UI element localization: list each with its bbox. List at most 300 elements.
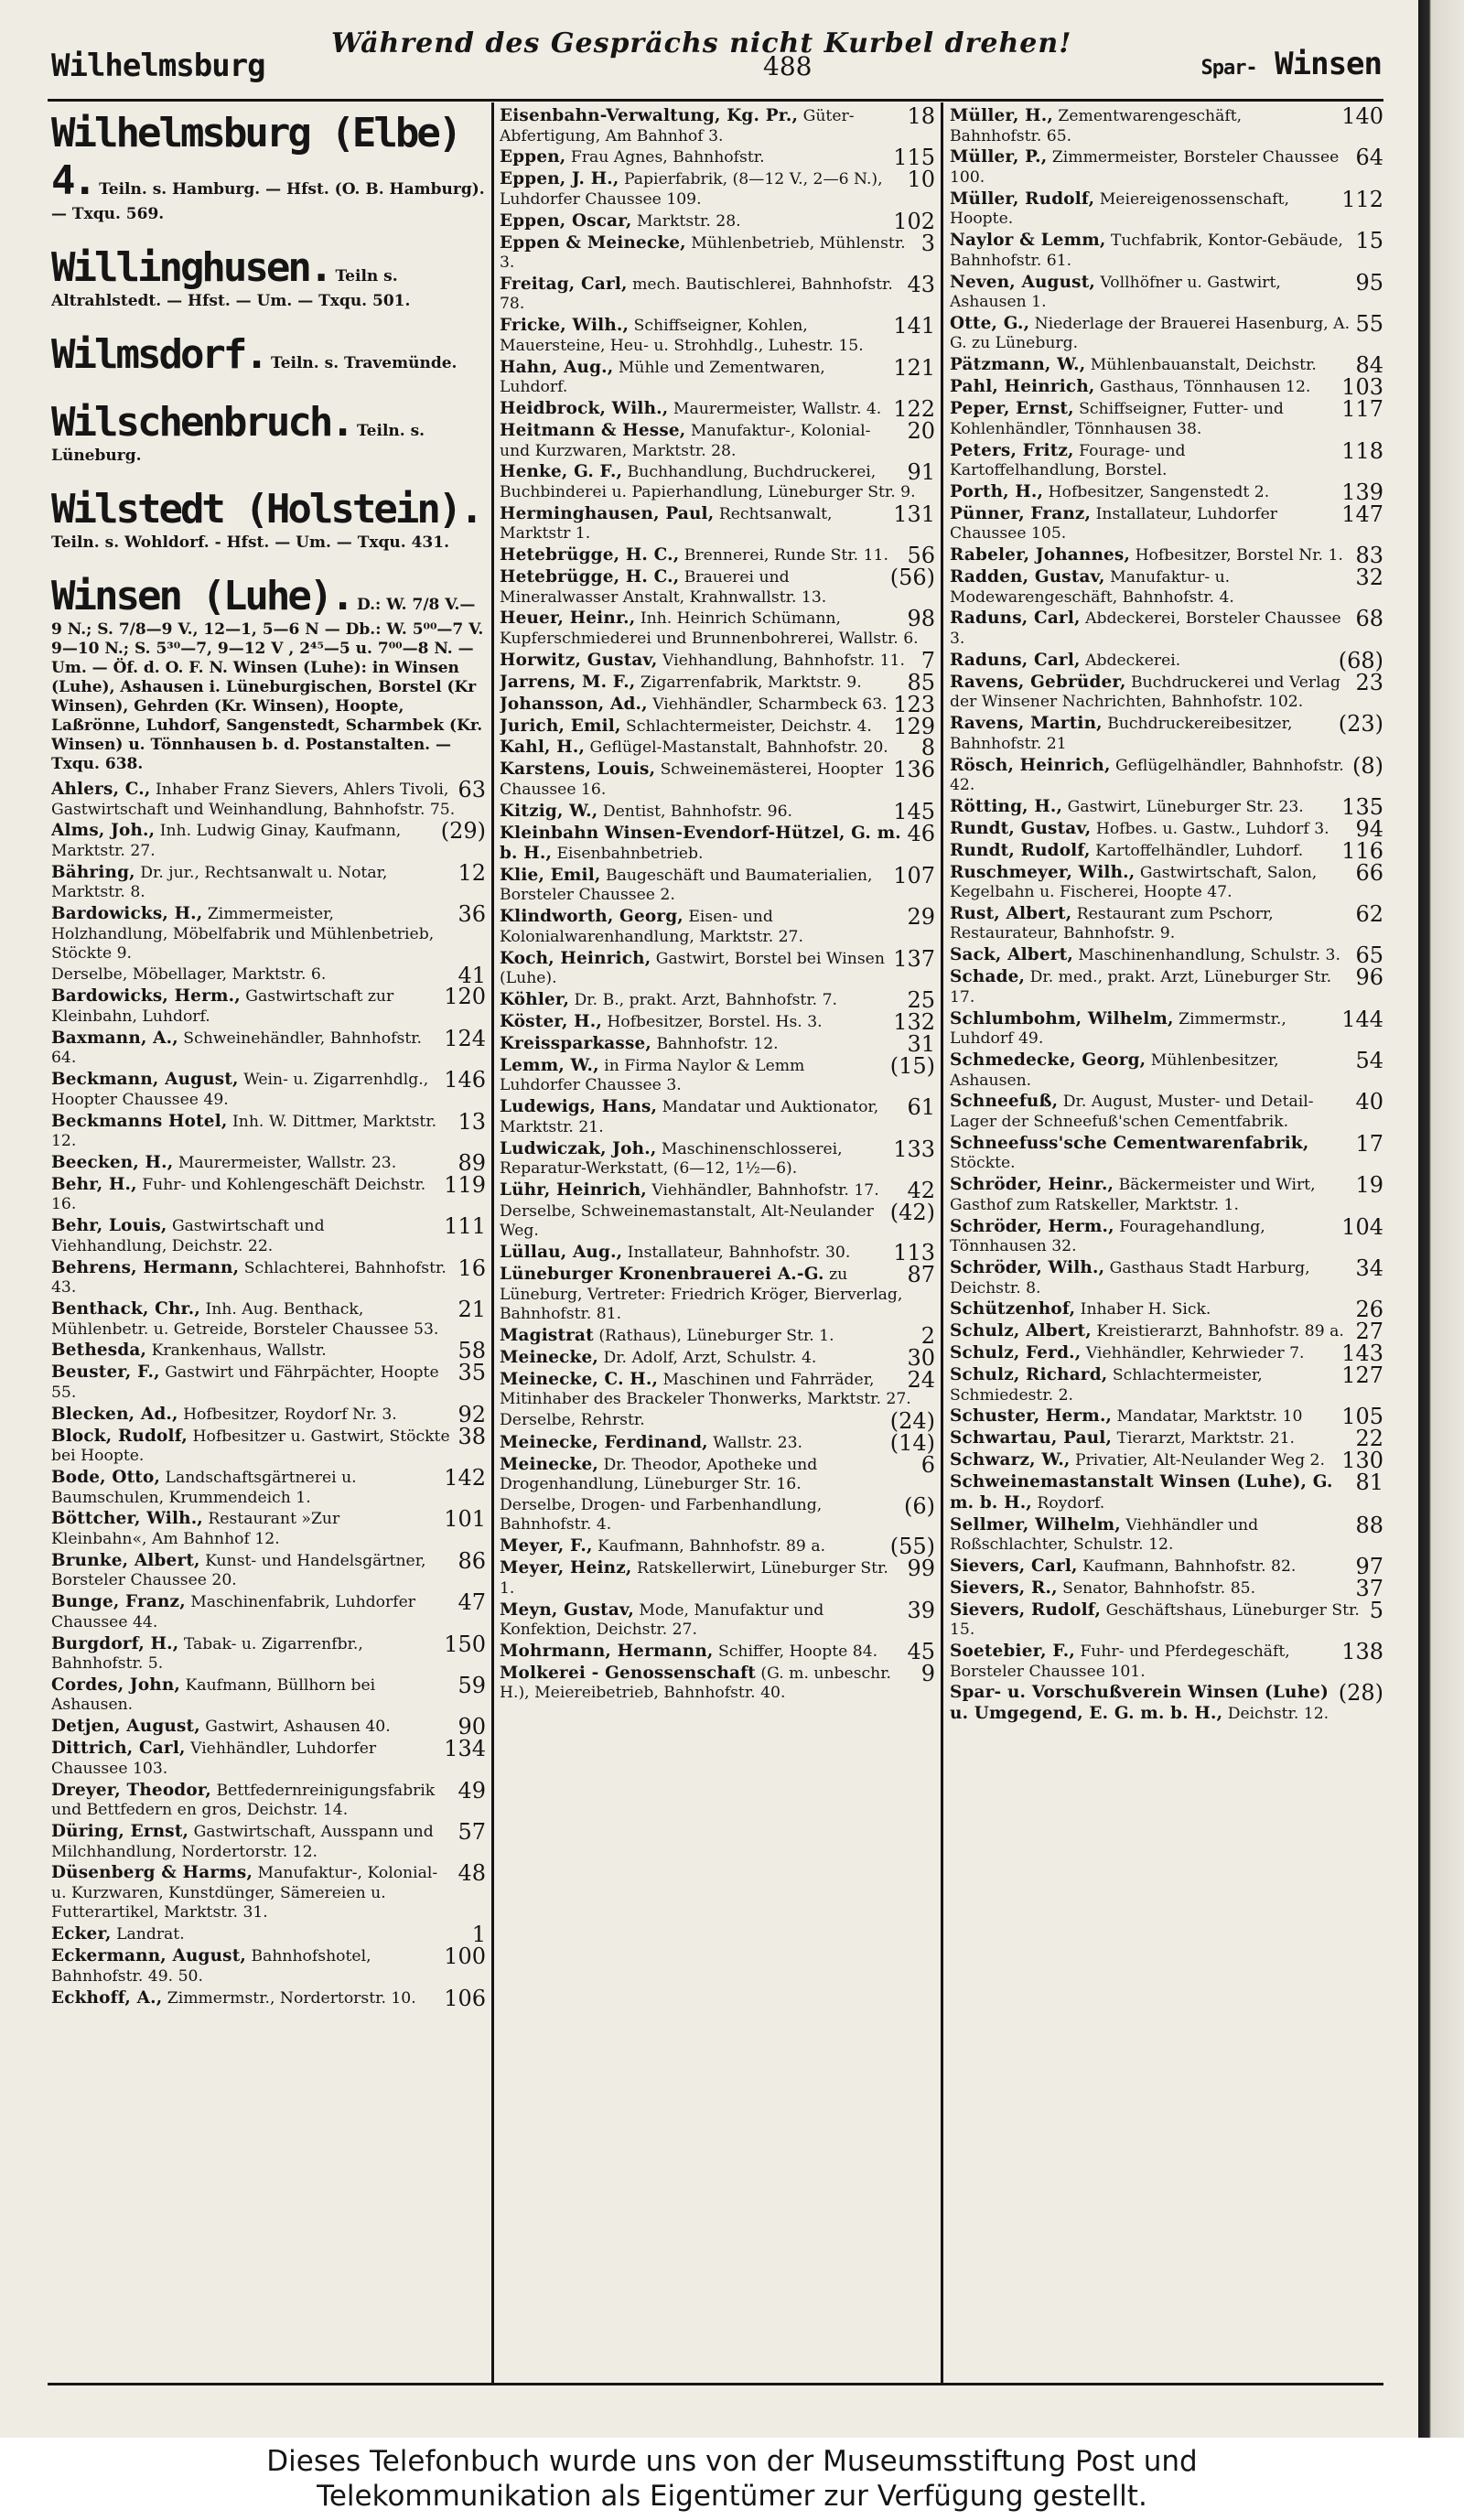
subscriber-details: Wein- u. Zigarrenhdlg., Hoopter Chaussee 49. xyxy=(51,1071,429,1109)
phone-number: 48 xyxy=(458,1860,486,1887)
phone-number: (14) xyxy=(889,1429,935,1456)
subscriber-name: Behrens, Hermann, xyxy=(51,1257,240,1277)
subscriber-name: Sack, Albert, xyxy=(950,945,1073,965)
place-description: Teiln. s. Lüneburg. xyxy=(51,422,425,465)
subscriber-details: Schlachtermeister, Schmiedestr. 2. xyxy=(950,1366,1263,1405)
place-heading xyxy=(51,331,486,379)
subscriber-name: Dreyer, Theodor, xyxy=(51,1780,211,1800)
subscriber-name: Spar- u. Vorschußverein Winsen (Luhe) u. Umgegend, E. G. m. b. H., xyxy=(950,1683,1329,1723)
phone-number: 90 xyxy=(458,1714,486,1740)
directory-entry xyxy=(500,313,935,356)
subscriber-details: Hofbesitzer, Borstel. Hs. 3. xyxy=(607,1013,823,1032)
phone-number: 68 xyxy=(1355,606,1383,632)
subscriber-details: Hofbesitzer, Borstel Nr. 1. xyxy=(1135,546,1343,565)
subscriber-name: Beecken, H., xyxy=(51,1153,174,1173)
subscriber-name: Meinecke, Ferdinand, xyxy=(500,1432,708,1452)
footer-line-1: Dieses Telefonbuch wurde uns von der Museumsstiftung Post und xyxy=(266,2445,1198,2478)
subscriber-details: Meiereigenossenschaft, Hoopte. xyxy=(950,189,1289,229)
subscriber-name: Porth, H., xyxy=(950,481,1044,501)
subscriber-name: Rust, Albert, xyxy=(950,903,1072,923)
page-edge xyxy=(1418,0,1464,2438)
subscriber-name: Rundt, Rudolf, xyxy=(950,840,1091,860)
directory-entry xyxy=(950,1319,1383,1345)
directory-entry xyxy=(51,1299,486,1340)
footer-rule xyxy=(48,2383,1383,2385)
phone-number: 35 xyxy=(458,1360,486,1386)
directory-entry xyxy=(500,1240,935,1266)
subscriber-name: Baxmann, A., xyxy=(51,1028,178,1048)
subscriber-name: Alms, Joh., xyxy=(51,821,156,841)
subscriber-details: Zigarrenfabrik, Marktstr. 9. xyxy=(640,673,862,692)
phone-number: 42 xyxy=(907,1178,935,1203)
subscriber-details: mech. Bautischlerei, Bahnhofstr. 78. xyxy=(500,275,893,314)
subscriber-details: Schlachterei, Bahnhofstr. 43. xyxy=(51,1258,447,1298)
subscriber-details: Mandatar und Auktionator, Marktstr. 21. xyxy=(500,1098,879,1136)
directory-entry xyxy=(950,1297,1383,1323)
subscriber-name: Horwitz, Gustav, xyxy=(500,650,658,670)
subscriber-details: Buchdruckereibesitzer, Bahnhofstr. 21 xyxy=(950,715,1293,753)
directory-entry xyxy=(950,859,1383,903)
subscriber-name: Schuster, Herm., xyxy=(950,1406,1113,1427)
phone-number: 97 xyxy=(1355,1553,1383,1579)
subscriber-name: Behr, Louis, xyxy=(51,1216,167,1236)
subscriber-details: Zimmermeister, Holzhandlung, Möbelfabrik und Mühlenbetrieb, Stöckte 9. xyxy=(51,905,435,964)
directory-entry xyxy=(51,1777,486,1821)
directory-entry xyxy=(950,1172,1383,1215)
phone-number: 40 xyxy=(1355,1089,1383,1115)
subscriber-name: Peters, Fritz, xyxy=(950,440,1074,460)
directory-entry xyxy=(950,543,1383,569)
directory-entry xyxy=(51,1423,486,1467)
phone-number: 31 xyxy=(907,1030,935,1057)
subscriber-details: Fuhr- und Pferdegeschäft, Borsteler Chaussee 101. xyxy=(950,1642,1290,1681)
directory-entry xyxy=(51,1506,486,1549)
directory-entry xyxy=(950,479,1383,505)
subscriber-name: Kitzig, W., xyxy=(500,801,598,821)
subscriber-name: Benthack, Chr., xyxy=(51,1299,200,1319)
directory-entry xyxy=(500,208,935,234)
directory-entry xyxy=(950,147,1383,188)
phone-number: 91 xyxy=(907,459,935,486)
directory-entry xyxy=(500,608,935,649)
phone-number: 141 xyxy=(893,313,935,339)
phone-number: 56 xyxy=(907,543,935,569)
subscriber-name: Ravens, Gebrüder, xyxy=(950,672,1126,692)
subscriber-details: Landrat. xyxy=(116,1925,185,1944)
subscriber-name: Pahl, Heinrich, xyxy=(950,377,1095,397)
directory-entry xyxy=(500,1199,935,1242)
phone-number: 20 xyxy=(907,418,935,445)
subscriber-name: Kahl, H., xyxy=(500,738,586,758)
phone-number: 120 xyxy=(444,984,486,1010)
subscriber-details: Installateur, Bahnhofstr. 30. xyxy=(627,1244,851,1263)
directory-entry xyxy=(950,501,1383,544)
subscriber-name: Schützenhof, xyxy=(950,1299,1076,1319)
subscriber-details: Frau Agnes, Bahnhofstr. xyxy=(570,148,765,167)
subscriber-name: Sievers, Rudolf, xyxy=(950,1599,1102,1620)
subscriber-name: Meyer, F., xyxy=(500,1536,593,1556)
subscriber-name: Magistrat xyxy=(500,1326,594,1346)
subscriber-name: Ravens, Martin, xyxy=(950,714,1103,734)
subscriber-details: Kaufmann, Büllhorn bei Ashausen. xyxy=(51,1675,376,1715)
directory-entry xyxy=(500,396,935,423)
subscriber-name: Raduns, Carl, xyxy=(950,650,1081,670)
subscriber-details: Hofbesitzer, Sangenstedt 2. xyxy=(1048,482,1270,501)
subscriber-name: Schmedecke, Georg, xyxy=(950,1050,1146,1071)
header-right-prefix: Spar- xyxy=(1200,57,1257,80)
phone-number: 59 xyxy=(458,1672,486,1698)
subscriber-name: Cordes, John, xyxy=(51,1675,181,1695)
directory-entry xyxy=(500,1597,935,1641)
subscriber-details: Bäckermeister und Wirt, Gasthof zum Ratskeller, Marktstr. 1. xyxy=(950,1176,1316,1214)
subscriber-name: Hetebrügge, H. C., xyxy=(500,545,680,565)
subscriber-details: Inhaber Franz Sievers, Ahlers Tivoli, Gastwirtschaft und Weinhandlung, Bahnhofstr. 75. xyxy=(51,781,456,819)
directory-entry xyxy=(51,1922,486,1948)
subscriber-details: Zementwarengeschäft, Bahnhofstr. 65. xyxy=(950,107,1243,145)
phone-number: (68) xyxy=(1338,647,1383,673)
phone-number: 92 xyxy=(458,1401,486,1427)
phone-number: 17 xyxy=(1355,1130,1383,1157)
phone-number: 37 xyxy=(1355,1575,1383,1601)
subscriber-details: Zimmermeister, Borsteler Chaussee 100. xyxy=(950,148,1340,187)
phone-number: 122 xyxy=(893,396,935,423)
phone-number: 19 xyxy=(1355,1172,1383,1199)
directory-entry xyxy=(950,1639,1383,1682)
directory-entry xyxy=(950,1089,1383,1132)
subscriber-name: Soetebier, F., xyxy=(950,1642,1075,1662)
phone-number: 32 xyxy=(1355,565,1383,591)
subscriber-name: Eppen, J. H., xyxy=(500,169,619,189)
subscriber-name: Bunge, Franz, xyxy=(51,1592,186,1612)
phone-number: 121 xyxy=(893,354,935,381)
directory-entry xyxy=(500,1094,935,1137)
subscriber-name: Schwarz, W., xyxy=(950,1450,1071,1470)
directory-entry xyxy=(51,1714,486,1740)
subscriber-details: Fouragehandlung, Tönnhausen 32. xyxy=(950,1217,1265,1256)
directory-entry xyxy=(51,1465,486,1508)
subscriber-details: Tabak- u. Zigarrenfbr., Bahnhofstr. 5. xyxy=(51,1634,363,1674)
phone-number: 41 xyxy=(458,963,486,989)
directory-entry xyxy=(500,862,935,906)
subscriber-details: Geflügelhändler, Bahnhofstr. 42. xyxy=(950,756,1344,795)
directory-entry xyxy=(500,1030,935,1057)
phone-number: 49 xyxy=(458,1777,486,1804)
subscriber-name: Sellmer, Wilhelm, xyxy=(950,1514,1121,1535)
subscriber-details: Dr. jur., Rechtsanwalt u. Notar, Marktstr. 8. xyxy=(51,863,388,902)
directory-entry xyxy=(950,228,1383,271)
subscriber-details: Buchhandlung, Buchdruckerei, Buchbinderei u. Papierhandlung, Lüneburger Str. 9. xyxy=(500,463,916,501)
subscriber-name: Bode, Otto, xyxy=(51,1468,161,1488)
subscriber-name: Peper, Ernst, xyxy=(950,399,1074,419)
phone-number: 23 xyxy=(1355,669,1383,695)
subscriber-name: Beckmann, August, xyxy=(51,1070,239,1090)
subscriber-details: Gastwirt und Fährpächter, Hoopte 55. xyxy=(51,1363,439,1402)
directory-entry xyxy=(51,1025,486,1069)
subscriber-name: Lemm, W., xyxy=(500,1055,599,1075)
subscriber-name: Rabeler, Johannes, xyxy=(950,545,1131,565)
subscriber-name: Ruschmeyer, Wilh., xyxy=(950,862,1136,882)
subscriber-details: Niederlage der Brauerei Hasenburg, A. G. zu Lüneburg. xyxy=(950,314,1351,353)
directory-entry xyxy=(950,396,1383,439)
subscriber-details: (G. m. unbeschr. H.), Meiereibetrieb, Bahnhofstr. 40. xyxy=(500,1664,891,1703)
phone-number: 38 xyxy=(458,1423,486,1449)
subscriber-name: Mohrmann, Hermann, xyxy=(500,1641,714,1661)
subscriber-details: (Rathaus), Lüneburger Str. 1. xyxy=(598,1327,834,1346)
phone-number: 24 xyxy=(907,1366,935,1393)
subscriber-details: Viehhändler und Roßschlachter, Schulstr. 12. xyxy=(950,1515,1259,1555)
header-notice: Während des Gesprächs nicht Kurbel drehen! xyxy=(331,27,1072,59)
phone-number: 124 xyxy=(444,1025,486,1051)
subscriber-details: Manufaktur-, Kolonial- und Kurzwaren, Marktstr. 28. xyxy=(500,422,871,460)
subscriber-details: Maschinen und Fahrräder, Mitinhaber des Brackeler Thonwerks, Marktstr. 27. xyxy=(500,1370,911,1409)
place-name: Winsen (Luhe). xyxy=(51,573,352,619)
phone-number: 2 xyxy=(920,1323,935,1350)
subscriber-name: Jurich, Emil, xyxy=(500,716,621,736)
page-header xyxy=(48,27,1383,92)
subscriber-name: Herminghausen, Paul, xyxy=(500,503,715,523)
subscriber-name: Behr, H., xyxy=(51,1174,137,1194)
phone-number: 8 xyxy=(920,735,935,761)
directory-entry xyxy=(51,1589,486,1632)
subscriber-details: Gastwirt, Lüneburger Str. 23. xyxy=(1067,797,1304,816)
subscriber-details: Derselbe, Möbellager, Marktstr. 6. xyxy=(51,965,327,985)
phone-number: 3 xyxy=(920,230,935,256)
subscriber-details: Maschinenschlosserei, Reparatur-Werkstatt, (6—12, 1½—6). xyxy=(500,1139,843,1179)
subscriber-details: Viehhandlung, Bahnhofstr. 11. xyxy=(662,651,905,670)
directory-entry xyxy=(500,543,935,569)
subscriber-details: Schweinemästerei, Hoopter Chaussee 16. xyxy=(500,760,883,799)
phone-number: 123 xyxy=(893,691,935,717)
phone-number: 119 xyxy=(444,1171,486,1198)
subscriber-details: Mühlenbesitzer, Ashausen. xyxy=(950,1051,1279,1090)
phone-number: 146 xyxy=(444,1067,486,1093)
subscriber-details: Manufaktur-, Kolonial- u. Kurzwaren, Kunstdünger, Sämereien u. Futterartikel, Marktstr. 31. xyxy=(51,1864,438,1922)
phone-number: 63 xyxy=(458,777,486,802)
subscriber-details: Inh. Ludwig Ginay, Kaufmann, Marktstr. 27. xyxy=(51,822,402,860)
subscriber-details: Bahnhofshotel, Bahnhofstr. 49. 50. xyxy=(51,1947,371,1986)
entry-list-2 xyxy=(500,106,935,1704)
directory-entry xyxy=(51,1108,486,1152)
phone-number: 7 xyxy=(920,647,935,673)
phone-number: (23) xyxy=(1338,711,1383,738)
directory-entry xyxy=(950,1255,1383,1298)
subscriber-name: Heidbrock, Wilh., xyxy=(500,399,669,419)
phone-number: 46 xyxy=(907,820,935,846)
phone-number: 115 xyxy=(893,145,935,171)
directory-entry xyxy=(950,964,1383,1007)
column-divider xyxy=(491,102,494,2383)
subscriber-name: Meinecke, xyxy=(500,1454,598,1474)
column-1 xyxy=(51,106,486,2381)
subscriber-details: Gastwirtschaft, Salon, Kegelbahn u. Fischerei, Hoopte 47. xyxy=(950,863,1318,902)
subscriber-details: Kreistierarzt, Bahnhofstr. 89 a. xyxy=(1096,1322,1344,1341)
page-number: 488 xyxy=(763,51,813,81)
directory-entry xyxy=(500,501,935,544)
subscriber-details: Geschäftshaus, Lüneburger Str. 15. xyxy=(950,1600,1360,1640)
directory-entry xyxy=(500,798,935,824)
directory-entry xyxy=(950,1680,1383,1724)
phone-number: 131 xyxy=(893,501,935,527)
subscriber-details: Gastwirt, Borstel bei Winsen (Luhe). xyxy=(500,949,885,988)
subscriber-name: Düsenberg & Harms, xyxy=(51,1863,253,1883)
subscriber-name: Lühr, Heinrich, xyxy=(500,1180,647,1200)
header-rule xyxy=(48,99,1383,102)
subscriber-name: Schlumbohm, Wilhelm, xyxy=(950,1008,1174,1028)
phone-number: 29 xyxy=(907,904,935,931)
phone-number: 132 xyxy=(893,1009,935,1036)
subscriber-details: Zimmermstr., Nordertorstr. 10. xyxy=(167,1988,416,2008)
phone-number: 100 xyxy=(444,1944,486,1970)
phone-number: 39 xyxy=(907,1597,935,1623)
subscriber-name: Sievers, R., xyxy=(950,1578,1058,1598)
phone-number: 96 xyxy=(1355,964,1383,991)
phone-number: 47 xyxy=(458,1589,486,1616)
subscriber-details: Abdeckerei. xyxy=(1085,651,1181,670)
subscriber-details: in Firma Naylor & Lemm Luhdorfer Chaussee 3. xyxy=(500,1056,805,1095)
phone-number: 45 xyxy=(907,1638,935,1664)
subscriber-details: Gasthaus Stadt Harburg, Deichstr. 8. xyxy=(950,1259,1310,1298)
subscriber-details: Bettfedernreinigungsfabrik und Bettfedern en gros, Deichstr. 14. xyxy=(51,1781,436,1820)
directory-entry xyxy=(500,1558,935,1599)
header-right-place xyxy=(1200,46,1382,82)
subscriber-details: Eisenbahnbetrieb. xyxy=(556,845,704,864)
place-heading xyxy=(51,244,486,311)
phone-number: 9 xyxy=(920,1660,935,1686)
subscriber-details: Dr. B., prakt. Arzt, Bahnhofstr. 7. xyxy=(574,991,837,1010)
directory-entry xyxy=(500,713,935,739)
phone-number: 99 xyxy=(907,1556,935,1582)
phone-number: 62 xyxy=(1355,900,1383,927)
subscriber-details: Hofbesitzer, Roydorf Nr. 3. xyxy=(183,1405,397,1424)
directory-entry xyxy=(950,567,1383,608)
phone-number: 6 xyxy=(920,1451,935,1478)
directory-entry xyxy=(500,1052,935,1096)
phone-number: 66 xyxy=(1355,859,1383,886)
subscriber-name: Lüllau, Aug., xyxy=(500,1243,623,1263)
phone-number: 12 xyxy=(458,859,486,886)
phone-number: (15) xyxy=(889,1052,935,1079)
subscriber-details: Maschinenfabrik, Luhdorfer Chaussee 44. xyxy=(51,1593,415,1632)
subscriber-details: Geflügel-Mastanstalt, Bahnhofstr. 20. xyxy=(589,738,888,758)
subscriber-name: Schneefuß, xyxy=(950,1092,1059,1112)
archive-footer xyxy=(0,2438,1464,2520)
subscriber-name: Rötting, H., xyxy=(950,796,1063,816)
subscriber-name: Schwartau, Paul, xyxy=(950,1428,1113,1448)
subscriber-details: Viehhändler, Luhdorfer Chaussee 103. xyxy=(51,1739,377,1778)
place-name: Willinghusen. xyxy=(51,244,331,291)
subscriber-name: Rösch, Heinrich, xyxy=(950,755,1111,775)
directory-entry xyxy=(51,818,486,861)
directory-entry xyxy=(950,1512,1383,1556)
directory-entry xyxy=(500,1451,935,1495)
subscriber-details: Dr. Theodor, Apotheke und Drogenhandlung, Lüneburger Str. 16. xyxy=(500,1455,818,1494)
directory-entry xyxy=(51,1213,486,1256)
directory-entry xyxy=(500,1408,935,1435)
directory-entry xyxy=(500,1262,935,1325)
subscriber-details: Dentist, Bahnhofstr. 96. xyxy=(602,802,793,821)
subscriber-details: Gastwirtschaft und Viehhandlung, Deichstr. 22. xyxy=(51,1217,325,1255)
directory-entry xyxy=(950,1050,1383,1091)
subscriber-details: Deichstr. 12. xyxy=(1227,1704,1329,1723)
directory-entry xyxy=(51,1150,486,1177)
header-left-place: Wilhelmsburg xyxy=(51,48,265,84)
subscriber-name: Bardowicks, H., xyxy=(51,904,203,924)
subscriber-name: Meyn, Gustav, xyxy=(500,1599,634,1620)
subscriber-details: Buchdruckerei und Verlag der Winsener Nachrichten, Bahnhofstr. 102. xyxy=(950,673,1340,712)
subscriber-name: Heitmann & Hesse, xyxy=(500,421,686,441)
phone-number: 105 xyxy=(1341,1404,1383,1430)
subscriber-details: Papierfabrik, (8—12 V., 2—6 N.), Luhdorfer Chaussee 109. xyxy=(500,170,883,209)
phone-number: 118 xyxy=(1341,437,1383,464)
directory-entry xyxy=(950,1130,1383,1174)
subscriber-details: Stöckte. xyxy=(950,1154,1016,1173)
directory-entry xyxy=(950,437,1383,481)
subscriber-details: Rechtsanwalt, Marktstr 1. xyxy=(500,504,833,544)
phone-number: 36 xyxy=(458,901,486,928)
directory-entry xyxy=(51,1946,486,1987)
subscriber-details: Tierarzt, Marktstr. 21. xyxy=(1116,1429,1295,1448)
directory-entry xyxy=(500,418,935,461)
directory-entry xyxy=(500,1366,935,1410)
subscriber-name: Pätzmann, W., xyxy=(950,355,1086,375)
subscriber-name: Raduns, Carl, xyxy=(950,608,1081,629)
directory-entry xyxy=(950,942,1383,969)
subscriber-details: Viehhändler, Kehrwieder 7. xyxy=(1085,1344,1305,1363)
subscriber-details: Gastwirtschaft, Ausspann und Milchhandlung, Nordertorstr. 12. xyxy=(51,1823,434,1861)
directory-entry xyxy=(51,1255,486,1298)
subscriber-name: Karstens, Louis, xyxy=(500,759,656,780)
subscriber-details: Brennerei, Runde Str. 11. xyxy=(684,546,888,565)
subscriber-details: Maurermeister, Wallstr. 4. xyxy=(673,400,882,419)
phone-number: 18 xyxy=(907,106,935,129)
directory-entry xyxy=(500,106,935,146)
subscriber-name: Lüneburger Kronenbrauerei A.-G. xyxy=(500,1265,824,1285)
subscriber-details: Wallstr. 23. xyxy=(713,1433,802,1452)
subscriber-name: Henke, G. F., xyxy=(500,462,623,482)
subscriber-details: Privatier, Alt-Neulander Weg 2. xyxy=(1075,1451,1325,1470)
subscriber-name: Schweinemastanstalt Winsen (Luhe), G. m. b. H., xyxy=(950,1472,1333,1513)
phone-number: 95 xyxy=(1355,269,1383,296)
directory-entry xyxy=(950,900,1383,944)
subscriber-name: Müller, P., xyxy=(950,147,1048,167)
directory-entry xyxy=(950,1426,1383,1452)
subscriber-details: Viehhändler, Scharmbeck 63. xyxy=(652,695,888,714)
subscriber-name: Ecker, xyxy=(51,1924,112,1944)
directory-entry xyxy=(51,901,486,964)
subscriber-name: Neven, August, xyxy=(950,272,1095,292)
directory-entry xyxy=(51,963,486,989)
directory-entry xyxy=(950,1213,1383,1257)
subscriber-name: Brunke, Albert, xyxy=(51,1550,200,1570)
directory-entry xyxy=(950,1575,1383,1601)
subscriber-details: Dr. August, Muster- und Detail-Lager der Schneefuß'schen Cementfabrik. xyxy=(950,1093,1314,1131)
subscriber-name: Naylor & Lemm, xyxy=(950,231,1106,251)
directory-entry xyxy=(950,711,1383,754)
column-2 xyxy=(500,106,935,2381)
phone-number: 137 xyxy=(893,945,935,972)
directory-entry xyxy=(51,777,486,820)
phone-number: 15 xyxy=(1355,228,1383,254)
subscriber-name: Bardowicks, Herm., xyxy=(51,986,241,1007)
directory-entry xyxy=(500,459,935,502)
phone-number: 150 xyxy=(444,1631,486,1657)
phone-number: 134 xyxy=(444,1736,486,1762)
subscriber-details: Krankenhaus, Wallstr. xyxy=(151,1341,327,1361)
phone-number: 139 xyxy=(1341,479,1383,505)
subscriber-details: Baugeschäft und Baumaterialien, Borsteler Chaussee 2. xyxy=(500,866,873,905)
subscriber-details: Brauerei und Mineralwasser Anstalt, Krahnwallstr. 13. xyxy=(500,568,827,607)
subscriber-name: Schröder, Heinr., xyxy=(950,1175,1114,1195)
